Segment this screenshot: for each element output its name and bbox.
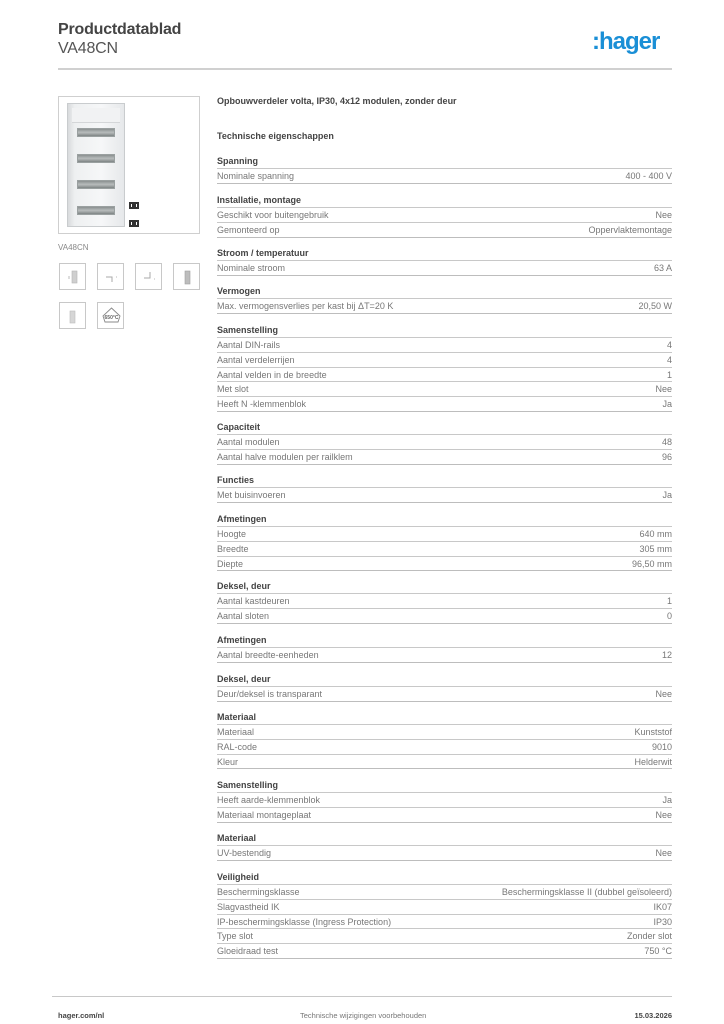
- hager-logo: :hager: [592, 28, 660, 55]
- spec-group-spanning: [217, 155, 672, 184]
- spec-row: [217, 542, 672, 557]
- spec-value: 640 mm: [639, 529, 672, 539]
- spec-label: Nominale stroom: [217, 263, 286, 273]
- spec-value: Ja: [662, 795, 672, 805]
- spec-label: Deur/deksel is transparant: [217, 689, 323, 699]
- spec-value: Nee: [655, 848, 672, 858]
- footer-website-link[interactable]: hager.com/nl: [58, 1011, 105, 1020]
- spec-value: Nee: [655, 809, 672, 820]
- group-title: Spanning: [217, 155, 672, 169]
- spec-group-installatie: [217, 194, 672, 238]
- spec-label: Gloeidraad test: [217, 946, 279, 957]
- spec-value: 48: [661, 437, 672, 447]
- spec-label: Hoogte: [217, 529, 247, 539]
- cabinet-illustration: [67, 103, 125, 227]
- spec-value: 4: [666, 340, 672, 350]
- spec-label: Materiaal: [217, 727, 255, 737]
- spec-row: [217, 368, 672, 383]
- spec-row: [217, 808, 672, 823]
- mounting-left-icon: [59, 263, 86, 290]
- group-title: Afmetingen: [217, 634, 672, 648]
- spec-value: 1: [666, 369, 672, 380]
- spec-row: [217, 382, 672, 397]
- din-rail: [77, 180, 115, 189]
- cabinet-top-cover: [72, 108, 120, 123]
- spec-group-samenstelling-2: [217, 779, 672, 823]
- spec-label: Kleur: [217, 756, 239, 767]
- spec-label: Aantal sloten: [217, 610, 270, 621]
- spec-row: [217, 397, 672, 412]
- spec-value: Zonder slot: [626, 931, 672, 942]
- spec-row: [217, 609, 672, 624]
- spec-label: Geschikt voor buitengebruik: [217, 210, 329, 220]
- spec-value: Nee: [655, 384, 672, 395]
- spec-value: Kunststof: [634, 727, 672, 737]
- footer-disclaimer: Technische wijzigingen voorbehouden: [300, 1011, 427, 1020]
- spec-value: 12: [661, 650, 672, 660]
- spec-group-veiligheid: [217, 871, 672, 959]
- terminal-clamps-icon: [129, 197, 141, 215]
- spec-value: Nee: [655, 210, 672, 220]
- mounting-corner-top-icon: [97, 263, 124, 290]
- spec-label: Beschermingsklasse: [217, 887, 300, 897]
- spec-value: Oppervlaktemontage: [588, 224, 672, 235]
- spec-row: [217, 740, 672, 755]
- svg-text:650°C: 650°C: [104, 315, 119, 321]
- spec-label: Gemonteerd op: [217, 224, 280, 235]
- spec-label: Diepte: [217, 558, 244, 569]
- spec-value: 1: [666, 596, 672, 606]
- spec-label: Aantal kastdeuren: [217, 596, 290, 606]
- footer-divider: [52, 996, 672, 997]
- spec-label: Met slot: [217, 384, 249, 395]
- product-description: Opbouwverdeler volta, IP30, 4x12 modulen, zonder deur: [217, 96, 457, 106]
- article-number: VA48CN: [58, 40, 118, 57]
- spec-group-samenstelling: [217, 324, 672, 412]
- spec-label: Type slot: [217, 931, 254, 942]
- group-title: Stroom / temperatuur: [217, 247, 672, 261]
- spec-value: 0: [666, 610, 672, 621]
- spec-value: 4: [666, 354, 672, 365]
- spec-group-capaciteit: [217, 421, 672, 465]
- spec-label: Heeft aarde-klemmenblok: [217, 795, 321, 805]
- header-divider: [58, 68, 672, 70]
- spec-row: [217, 915, 672, 930]
- spec-value: 20,50 W: [638, 301, 672, 311]
- spec-row: [217, 594, 672, 609]
- spec-row: [217, 929, 672, 944]
- spec-row: [217, 648, 672, 663]
- spec-group-vermogen: [217, 285, 672, 314]
- spec-value: 63 A: [653, 263, 672, 273]
- spec-value: 400 - 400 V: [625, 171, 672, 181]
- spec-row: [217, 527, 672, 542]
- product-image: [58, 96, 200, 234]
- spec-value: 96,50 mm: [631, 558, 672, 569]
- spec-value: Helderwit: [634, 756, 672, 767]
- image-caption: VA48CN: [58, 243, 89, 252]
- din-rail: [77, 128, 115, 137]
- spec-row: [217, 846, 672, 861]
- group-title: Afmetingen: [217, 513, 672, 527]
- group-title: Veiligheid: [217, 871, 672, 885]
- spec-row: [217, 944, 672, 959]
- glow-wire-650-icon: [97, 302, 124, 329]
- spec-group-stroom: [217, 247, 672, 276]
- spec-group-materiaal-2: [217, 832, 672, 861]
- spec-row: [217, 725, 672, 740]
- spec-group-deksel-deur: [217, 580, 672, 624]
- spec-row: [217, 488, 672, 503]
- spec-label: Aantal breedte-eenheden: [217, 650, 319, 660]
- spec-label: RAL-code: [217, 741, 258, 752]
- spec-label: Aantal velden in de breedte: [217, 369, 327, 380]
- spec-value: 96: [661, 451, 672, 462]
- group-title: Samenstelling: [217, 779, 672, 793]
- spec-label: Aantal verdelerrijen: [217, 354, 295, 365]
- din-rail: [77, 206, 115, 215]
- spec-label: Aantal modulen: [217, 437, 280, 447]
- spec-group-deksel-deur-2: [217, 673, 672, 702]
- spec-row: [217, 299, 672, 314]
- spec-value: Ja: [662, 490, 672, 500]
- spec-row: [217, 900, 672, 915]
- module-left-icon: [59, 302, 86, 329]
- mounting-corner-bottom-icon: [135, 263, 162, 290]
- footer-date: 15.03.2026: [634, 1011, 672, 1020]
- spec-row: [217, 793, 672, 808]
- spec-value: Beschermingsklasse II (dubbel geïsoleerd): [501, 887, 672, 897]
- group-title: Samenstelling: [217, 324, 672, 338]
- module-right-icon: [173, 263, 200, 290]
- group-title: Installatie, montage: [217, 194, 672, 208]
- spec-label: Max. vermogensverlies per kast bij ΔT=20 K: [217, 301, 394, 311]
- spec-value: 305 mm: [639, 543, 672, 554]
- spec-row: [217, 338, 672, 353]
- spec-heading: Technische eigenschappen: [217, 131, 334, 141]
- spec-value: 750 °C: [644, 946, 672, 957]
- spec-label: Met buisinvoeren: [217, 490, 286, 500]
- spec-value: Ja: [662, 399, 672, 410]
- spec-row: [217, 687, 672, 702]
- spec-value: IK07: [653, 901, 672, 912]
- spec-row: [217, 755, 672, 770]
- spec-label: Heeft N -klemmenblok: [217, 399, 307, 410]
- spec-label: Materiaal montageplaat: [217, 809, 312, 820]
- spec-label: Slagvastheid IK: [217, 901, 280, 912]
- spec-row: [217, 261, 672, 276]
- din-rail: [77, 154, 115, 163]
- spec-group-materiaal: [217, 711, 672, 769]
- spec-label: Breedte: [217, 543, 249, 554]
- spec-label: UV-bestendig: [217, 848, 272, 858]
- spec-label: IP-beschermingsklasse (Ingress Protection): [217, 916, 392, 927]
- spec-row: [217, 353, 672, 368]
- group-title: Deksel, deur: [217, 673, 672, 687]
- spec-row: [217, 557, 672, 572]
- group-title: Capaciteit: [217, 421, 672, 435]
- spec-row: [217, 208, 672, 223]
- spec-group-afmetingen: [217, 513, 672, 571]
- spec-row: [217, 223, 672, 238]
- spec-row: [217, 885, 672, 900]
- spec-value: IP30: [653, 916, 672, 927]
- spec-value: 9010: [651, 741, 672, 752]
- spec-label: Nominale spanning: [217, 171, 295, 181]
- spec-group-afmetingen-2: [217, 634, 672, 663]
- group-title: Materiaal: [217, 832, 672, 846]
- spec-label: Aantal halve modulen per railklem: [217, 451, 353, 462]
- spec-row: [217, 169, 672, 184]
- spec-row: [217, 435, 672, 450]
- page-title: Productdatablad: [58, 21, 182, 38]
- spec-value: Nee: [655, 689, 672, 699]
- group-title: Materiaal: [217, 711, 672, 725]
- spec-group-functies: [217, 474, 672, 503]
- group-title: Deksel, deur: [217, 580, 672, 594]
- group-title: Vermogen: [217, 285, 672, 299]
- spec-label: Aantal DIN-rails: [217, 340, 281, 350]
- group-title: Functies: [217, 474, 672, 488]
- spec-row: [217, 450, 672, 465]
